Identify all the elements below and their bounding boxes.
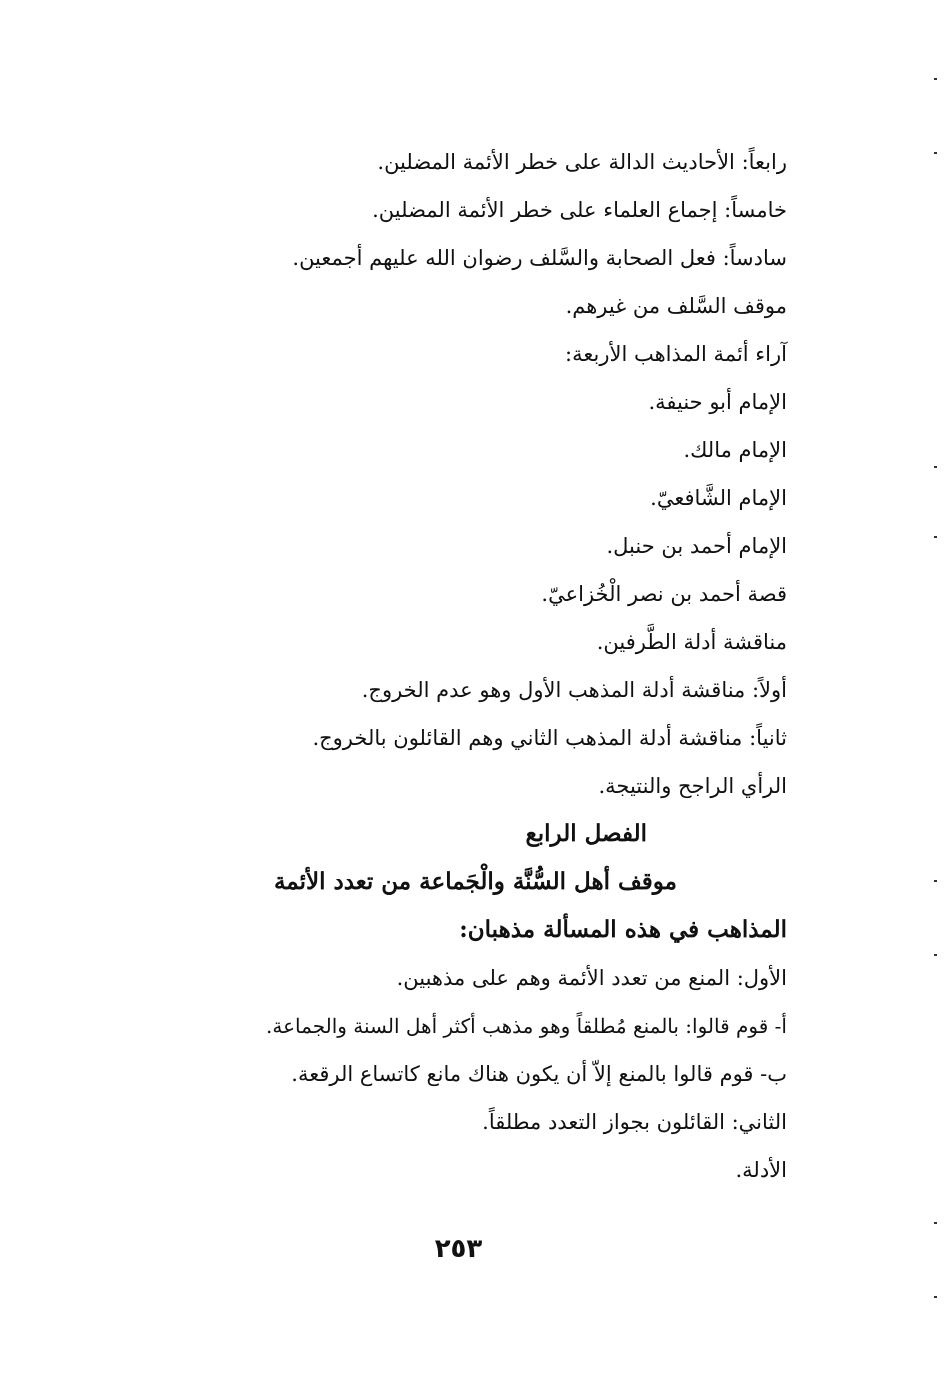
scan-mark (934, 152, 937, 154)
scan-mark (934, 78, 937, 80)
scan-mark (934, 536, 937, 538)
text-line: سادساً: فعل الصحابة والسَّلف رضوان الله عليهم أجمعين. (292, 246, 787, 270)
text-line: قصة أحمد بن نصر الْخُزاعيّ. (541, 582, 787, 606)
chapter-title: موقف أهل السُّنَّة والْجَماعة من تعدد الأئمة (273, 868, 677, 895)
section-line: أ- قوم قالوا: بالمنع مُطلقاً وهو مذهب أكثر أهل السنة والجماعة. (266, 1014, 787, 1038)
scan-mark (934, 880, 937, 882)
text-line: الإمام أبو حنيفة. (648, 390, 787, 414)
section-line: الثاني: القائلون بجواز التعدد مطلقاً. (482, 1110, 787, 1134)
scan-mark (934, 1222, 937, 1224)
chapter-heading: الفصل الرابع (525, 820, 647, 847)
scan-mark (934, 466, 937, 468)
section-line: الأول: المنع من تعدد الأئمة وهم على مذهبين. (396, 966, 787, 990)
text-line: أولاً: مناقشة أدلة المذهب الأول وهو عدم الخروج. (361, 678, 787, 702)
text-line: الإمام مالك. (683, 438, 787, 462)
text-line: موقف السَّلف من غيرهم. (565, 294, 787, 318)
section-line: الأدلة. (735, 1158, 787, 1182)
text-line: مناقشة أدلة الطَّرفين. (596, 630, 787, 654)
text-line: الرأي الراجح والنتيجة. (598, 774, 787, 798)
text-line: ثانياً: مناقشة أدلة المذهب الثاني وهم القائلون بالخروج. (312, 726, 787, 750)
text-line: الإمام الشَّافعيّ. (650, 486, 787, 510)
text-line: الإمام أحمد بن حنبل. (606, 534, 787, 558)
section-line: ب- قوم قالوا بالمنع إلاّ أن يكون هناك مانع كاتساع الرقعة. (291, 1062, 787, 1086)
page-number: ٢٥٣ (434, 1234, 483, 1264)
scan-mark (934, 1296, 937, 1298)
text-line: رابعاً: الأحاديث الدالة على خطر الأئمة المضلين. (377, 150, 787, 174)
text-line: آراء أئمة المذاهب الأربعة: (565, 342, 787, 366)
text-line: خامساً: إجماع العلماء على خطر الأئمة المضلين. (372, 198, 787, 222)
scan-mark (934, 954, 937, 956)
contents-text-block (167, 138, 787, 1194)
section-heading: المذاهب في هذه المسألة مذهبان: (459, 916, 787, 943)
